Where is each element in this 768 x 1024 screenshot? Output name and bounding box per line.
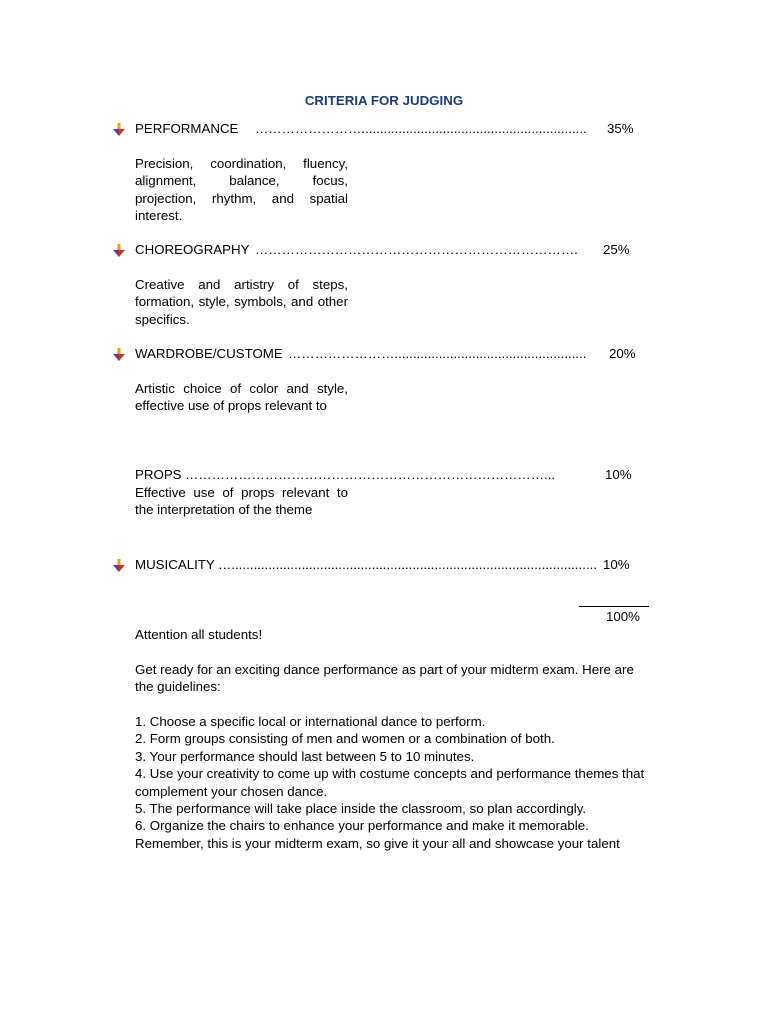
announcement-greeting: Attention all students! [135, 627, 263, 642]
leader-dots: …................................................................................................... [218, 557, 598, 572]
criterion-description [135, 380, 348, 415]
arrow-down-bullet-icon [113, 348, 125, 362]
criterion-label: PROPS [135, 467, 182, 482]
arrow-down-bullet-icon [113, 244, 125, 258]
leader-dots: ………………………………………………………………. [255, 242, 578, 257]
page-title: CRITERIA FOR JUDGING [304, 93, 464, 108]
closing-line: Remember, this is your midterm exam, so give it your all and showcase your talent [135, 835, 620, 851]
criterion-percent: 20% [609, 346, 636, 361]
criterion-props [135, 466, 635, 483]
criterion-description: Precision, coordination, fluency, alignment, balance, focus, projection, rhythm, and spatial interest. [135, 156, 348, 224]
criterion-percent: 25% [603, 242, 630, 257]
total-percent: 100% [606, 609, 641, 624]
leader-dots: ………………………………………………………………………... [185, 467, 556, 482]
criterion-label: WARDROBE/CUSTOME [135, 346, 283, 361]
criterion-percent: 10% [603, 557, 630, 572]
arrow-down-bullet-icon [113, 469, 125, 483]
criterion-label: CHOREOGRAPHY [135, 242, 250, 257]
guideline-item: 6. Organize the chairs to enhance your performance and make it memorable. [135, 818, 589, 834]
guideline-item: 2. Form groups consisting of men and women or a combination of both. [135, 731, 555, 747]
criterion-percent: 35% [607, 121, 634, 136]
criterion-description: Creative and artistry of steps, formation, style, symbols, and other specifics. [135, 277, 348, 327]
guidelines-list [135, 713, 651, 852]
arrow-down-bullet-icon [113, 559, 125, 573]
total-rule [579, 606, 649, 607]
desc-line: Artistic choice of color and style, effective use of props relevant to [135, 381, 348, 414]
guideline-item: 1. Choose a specific local or international dance to perform. [135, 714, 486, 729]
criterion-performance [135, 120, 635, 137]
arrow-down-bullet-icon [113, 123, 125, 137]
criterion-description: Effective use of props relevant to the interpretation of the theme [135, 485, 348, 518]
criterion-choreography [135, 241, 635, 258]
criterion-musicality [135, 556, 635, 573]
criterion-label: PERFORMANCE [135, 121, 239, 136]
guideline-item: 3. Your performance should last between 5 to 10 minutes. [135, 748, 475, 764]
leader-dots: ……………………............................................................. [255, 121, 587, 136]
announcement-intro: Get ready for an exciting dance performance as part of your midterm exam. Here are the guidelines: [135, 662, 634, 695]
criterion-wardrobe [135, 345, 635, 362]
guideline-item: 4. Use your creativity to come up with costume concepts and performance themes that complement your chosen dance. [135, 766, 645, 799]
leader-dots: …………………….................................................... [288, 346, 587, 361]
criterion-percent: 10% [605, 467, 632, 482]
criterion-label: MUSICALITY [135, 557, 215, 572]
guideline-item: 5. The performance will take place inside the classroom, so plan accordingly. [135, 801, 587, 817]
